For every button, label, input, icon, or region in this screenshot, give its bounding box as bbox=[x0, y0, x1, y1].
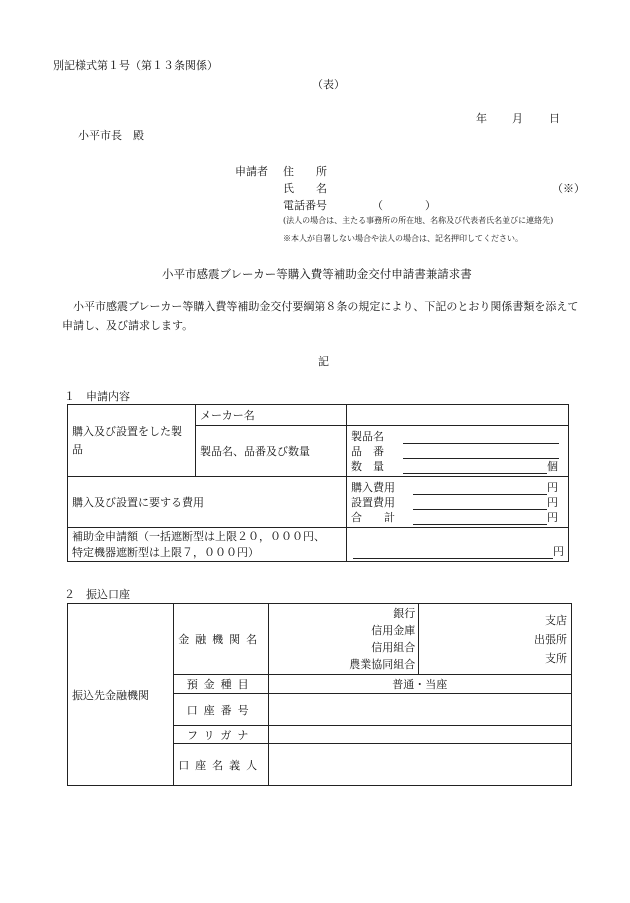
institution-type-shinkin: 信用金庫 bbox=[371, 624, 416, 637]
subsidy-amount-cell bbox=[347, 528, 569, 562]
bank-account-table bbox=[67, 603, 572, 786]
product-detail-cell bbox=[347, 426, 569, 477]
subsidy-label-line1: 補助金申請額（一括遮断型は上限２０，０００円、 bbox=[72, 529, 325, 543]
date-year: 年 bbox=[476, 112, 487, 125]
total-label: 合 計 bbox=[351, 510, 395, 524]
account-number-label: 口座番号 bbox=[173, 694, 268, 726]
product-label: 購入及び設置をした製品 bbox=[72, 424, 182, 456]
install-cost-label: 設置費用 bbox=[351, 495, 395, 509]
ki-heading: 記 bbox=[318, 355, 329, 368]
date-day: 日 bbox=[549, 112, 560, 125]
body-text: 小平市感震ブレーカー等購入費等補助金交付要綱第８条の規定により、下記のとおり関係書類を添えて申請し、及び請求します。 bbox=[62, 300, 579, 332]
bank-account-label: 振込先金融機関 bbox=[68, 604, 174, 786]
address-label: 住 所 bbox=[283, 165, 327, 178]
deposit-type-value[interactable]: 普通・当座 bbox=[268, 675, 571, 694]
purchase-cost-yen: 円 bbox=[547, 480, 558, 494]
deposit-type-label: 預金種目 bbox=[173, 675, 268, 694]
subsidy-label-cell bbox=[68, 528, 347, 562]
product-detail-label: 製品名、品番及び数量 bbox=[195, 426, 346, 477]
install-cost-input[interactable] bbox=[413, 497, 547, 510]
applicant-note-corporate: (法人の場合は、主たる事務所の所在地、名称及び代表者氏名並びに連絡先) bbox=[283, 216, 554, 225]
account-holder-label: 口座名義人 bbox=[173, 744, 268, 786]
cost-label: 購入及び設置に要する費用 bbox=[68, 477, 347, 528]
purchase-cost-input[interactable] bbox=[413, 482, 547, 495]
quantity-unit: 個 bbox=[547, 459, 558, 473]
cost-detail-cell bbox=[347, 477, 569, 528]
application-table bbox=[67, 404, 569, 562]
purchase-cost-label: 購入費用 bbox=[351, 480, 395, 494]
install-cost-yen: 円 bbox=[547, 495, 558, 509]
form-number: 別記様式第１号（第１３条関係） bbox=[53, 59, 218, 72]
account-holder-input[interactable] bbox=[268, 744, 571, 786]
applicant-label: 申請者 bbox=[235, 165, 268, 178]
section2-heading: ２ 振込口座 bbox=[64, 588, 130, 601]
institution-type-bank: 銀行 bbox=[393, 607, 416, 620]
quantity-input[interactable] bbox=[403, 461, 547, 474]
institution-type-noukyou: 農業協同組合 bbox=[349, 658, 416, 671]
document-title: 小平市感震ブレーカー等購入費等補助金交付申請書兼請求書 bbox=[162, 267, 472, 281]
product-label-cell bbox=[68, 405, 196, 477]
seal-mark: （※） bbox=[552, 182, 585, 195]
branch-type-shiten: 支店 bbox=[545, 613, 567, 627]
addressee: 小平市長 殿 bbox=[78, 129, 144, 142]
subsidy-amount-input[interactable] bbox=[353, 546, 553, 559]
name-label: 氏 名 bbox=[283, 182, 327, 195]
institution-cell[interactable] bbox=[268, 604, 419, 675]
branch-type-shisho: 支所 bbox=[545, 651, 567, 665]
section1-heading: １ 申請内容 bbox=[64, 390, 130, 403]
maker-label: メーカー名 bbox=[195, 405, 346, 426]
quantity-label: 数 量 bbox=[351, 459, 384, 473]
side-label: （表） bbox=[312, 78, 345, 91]
institution-label: 金融機関名 bbox=[173, 604, 268, 675]
branch-cell[interactable] bbox=[419, 604, 572, 675]
furigana-input[interactable] bbox=[268, 726, 571, 744]
maker-input[interactable] bbox=[347, 405, 569, 426]
subsidy-label-line2: 特定機器遮断型は上限７，０００円） bbox=[72, 545, 259, 559]
phone-paren-close: ） bbox=[425, 199, 436, 212]
product-name-label: 製品名 bbox=[351, 429, 384, 443]
total-input[interactable] bbox=[413, 512, 547, 525]
date-month: 月 bbox=[512, 112, 523, 125]
part-number-input[interactable] bbox=[403, 446, 559, 459]
total-yen: 円 bbox=[547, 510, 558, 524]
furigana-label: フリガナ bbox=[173, 726, 268, 744]
applicant-note-signature: ※本人が自署しない場合や法人の場合は、記名押印してください。 bbox=[283, 234, 523, 243]
part-number-label: 品 番 bbox=[351, 444, 384, 458]
phone-paren-open: （ bbox=[372, 199, 383, 212]
institution-type-kumiai: 信用組合 bbox=[371, 641, 416, 654]
account-number-input[interactable] bbox=[268, 694, 571, 726]
product-name-input[interactable] bbox=[403, 431, 559, 444]
subsidy-yen: 円 bbox=[553, 545, 564, 558]
branch-type-shuchosho: 出張所 bbox=[534, 632, 567, 646]
phone-label: 電話番号 bbox=[283, 199, 327, 212]
